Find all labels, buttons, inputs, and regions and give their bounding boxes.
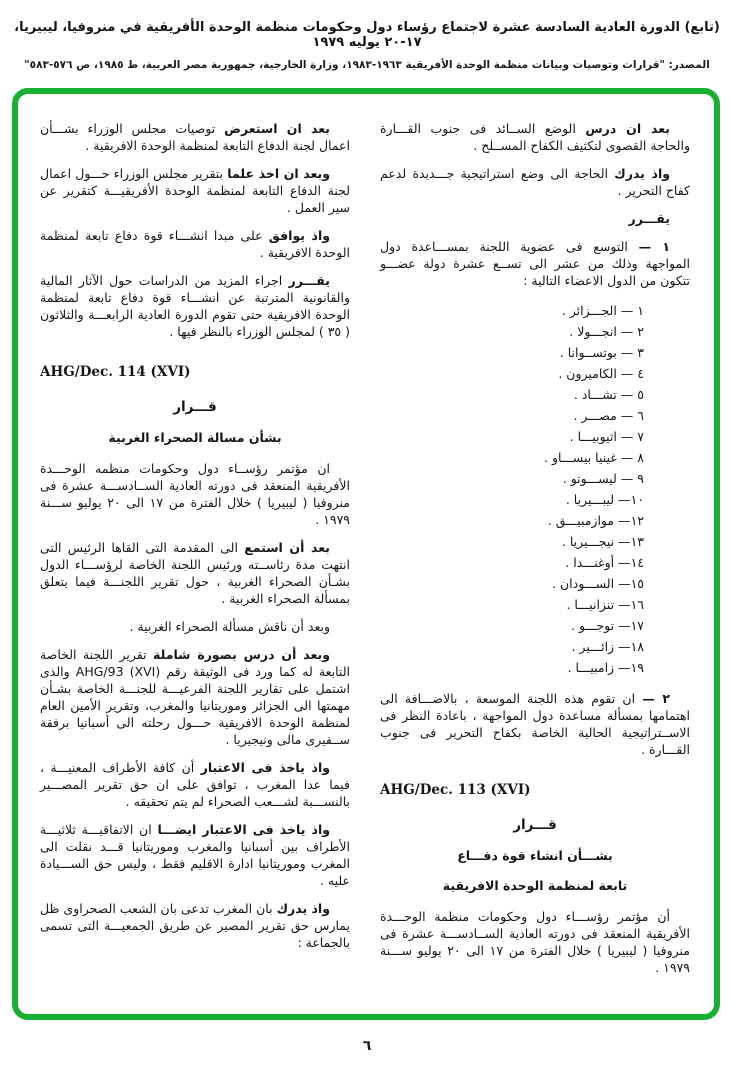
- paragraph-lead: واذ ياخذ فى الاعتبار: [200, 760, 331, 775]
- paragraph-lead: بعد أن استمع: [244, 540, 330, 555]
- paragraph-text: أن مؤتمر رؤســـاء دول وحكومات منظمة الوحـــدة الأفريقية المنعقد فى دورته العادية الســادســـة عشرة فى منروفيا ( ليبيريا ) خلال الفترة من ١٧ الى ٢٠ يوليو ســـنة ١٩٧٩ .: [380, 909, 690, 975]
- paragraph: [40, 460, 350, 528]
- member-item: ١٢— موازمبيـــق .: [547, 513, 644, 528]
- paragraph: [40, 646, 350, 748]
- decision-reference: AHG/Dec. 114 (XVI): [40, 364, 191, 380]
- member-item: ٧ — اثيوبيـــا .: [569, 429, 644, 444]
- decree-subtitle: بشـــأن انشاء قوة دفـــاع: [457, 848, 613, 863]
- decree-subtitle: تابعة لمنظمة الوحدة الافريقية: [442, 878, 628, 893]
- two-column-layout: [18, 94, 714, 1014]
- member-item: ١٦— تنزانيـــا .: [566, 597, 644, 612]
- paragraph: [40, 759, 350, 810]
- paragraph-text: الوضع الســائد فى جنوب القـــارة والحاجة القصوى لتكثيف الكفاح المســلح .: [380, 121, 690, 153]
- header-session-line: (تابع) الدورة العادية السادسة عشرة لاجتماع رؤساء دول وحكومات منظمة الوحدة الأفريقية في منروفيا، ليبيريا، ١٧-٢٠ يوليه ١٩٧٩: [14, 20, 720, 50]
- paragraph: [380, 238, 690, 289]
- paragraph-text: تقرير اللجنة الخاصة التابعة له كما ورد فى الوثيقة رقم ⁦AHG/93 (XVI)⁩ والذى اشتمل على تقارير اللجنة الفرعيـــة للجنـــة الخاصة بشـأن مهمتها الى الجزائر وموريتانيا والمغرب، وتقرير الأمين العام لمنظمة الوحدة الافريقية حـــول رحلته الى أسبانيا برفقة ســفيرى مالى ونيجيريا .: [40, 647, 350, 747]
- paragraph-lead: بعد ان استعرض: [224, 121, 330, 136]
- member-item: ٦ — مصـــر .: [573, 408, 644, 423]
- paragraph: [380, 690, 690, 758]
- member-item: ٤ — الكاميرون .: [558, 366, 644, 381]
- paragraph-lead: ٢ —: [642, 691, 670, 706]
- member-item: ١٣— نيجـــيريا .: [561, 534, 644, 549]
- paragraph: [380, 908, 690, 976]
- paragraph-text: وبعد أن ناقش مسألة الصحراء الغربية .: [129, 619, 330, 634]
- header-source-line: المصدر: "قرارات وتوصيات وبيانات منظمة الوحدة الأفريقية ١٩٦٣-١٩٨٣، وزارة الخارجية، جمهورية مصر العربية، ط ١٩٨٥، ص ٥٧٦-٥٨٣": [24, 59, 710, 71]
- member-states-list: [380, 300, 644, 678]
- paragraph: [40, 227, 350, 261]
- member-item: ٥ — تشـــاد .: [573, 387, 644, 402]
- paragraph-lead: واذ يدرك: [276, 901, 330, 916]
- paragraph: [40, 618, 350, 635]
- page-number: ٦: [362, 1038, 372, 1054]
- member-item: ١٨— زائـــير .: [571, 639, 644, 654]
- paragraph-lead: ١ —: [638, 239, 670, 254]
- paragraph-text: التوسع فى عضوية اللجنة بمســـاعدة دول المواجهة وذلك من عشر الى تســع عشرة دولة عضـــو تتكون من الدول الاعضاء التالية :: [380, 239, 690, 288]
- paragraph: [40, 120, 350, 154]
- paragraph-text: بان المغرب تدعى بان الشعب الصحراوى ظل يمارس حق تقرير المصير عن طريق الجمعيـــة التى تسمى بالجماعة :: [40, 901, 350, 950]
- member-item: ٨ — غينيا بيســـاو .: [544, 450, 644, 465]
- member-item: ٣ — بوتســوانا .: [559, 345, 644, 360]
- paragraph-lead: وبعد أن درس بصورة شاملة: [153, 647, 330, 662]
- column-left: [40, 120, 350, 1006]
- member-item: ١٤— أوغنـــدا .: [565, 555, 644, 570]
- member-item: ٩ — ليســـوتو .: [562, 471, 644, 486]
- paragraph-text: ان تقوم هذه اللجنة الموسعة ، بالاضـــافة الى اهتمامها بمسألة مساعدة دول المواجهة ، باعادة النظر فى الاســتراتيجية الحالية الخاصة بكفاح التحرير فى جنوب القـــارة .: [380, 691, 690, 757]
- member-item: ٢ — انجـــولا .: [569, 324, 644, 339]
- paragraph-text: الى المقدمة التى القاها الرئيس التى انتهت مدة رئاســته ورئيس اللجنة الخاصة لرؤســـاء الدول بشـأن الصحراء الغربية ، حول تقرير اللجنـــة فيما يتعلق بمسألة الصحراء الغربية .: [40, 540, 350, 606]
- paragraph: [380, 165, 690, 199]
- member-item: ١ — الجـــزائر .: [561, 303, 644, 318]
- decree-title: قـــرار: [513, 817, 557, 833]
- member-item: ١٠— ليبـــيريا .: [565, 492, 644, 507]
- paragraph-text: بتقرير مجلس الوزراء حـــول اعمال لجنة الدفاع التابعة لمنظمة الوحدة الأفريقيـــة كتقرير عن سير العمل .: [40, 166, 350, 215]
- paragraph: [380, 120, 690, 154]
- content-frame: [12, 88, 720, 1020]
- decree-word: يقـــرر: [628, 211, 670, 226]
- paragraph-lead: واذ يدرك: [614, 166, 671, 181]
- paragraph: [40, 272, 350, 340]
- decree-subtitle: بشأن مسالة الصحراء الغربية: [108, 430, 282, 445]
- paragraph: [40, 539, 350, 607]
- paragraph-text: أن كافة الأطراف المعنيـــة ، فيما عدا المغرب ، توافق على ان حق تقرير المصـــير بالنســـبة لشـــعب الصحراء لم يتم تحقيقه .: [40, 760, 350, 809]
- paragraph-lead: يقـــرر: [288, 273, 330, 288]
- column-right: [380, 120, 690, 1006]
- member-item: ١٧— توجـــو .: [571, 618, 644, 633]
- paragraph-text: توصيات مجلس الوزراء بشـــأن اعمال لجنة الدفاع التابعة لمنظمة الوحدة الافريقية .: [40, 121, 350, 153]
- member-item: ١٥— الســـودان .: [552, 576, 644, 591]
- decree-title: قـــرار: [173, 399, 217, 415]
- member-item: ١٩— زامبيـــا .: [567, 660, 644, 675]
- paragraph-lead: بعد ان درس: [585, 121, 670, 136]
- paragraph-text: على مبدا انشـــاء قوة دفاع تابعة لمنظمة الوحدة الافريقية .: [40, 228, 350, 260]
- paragraph-lead: واذ يوافق: [268, 228, 330, 243]
- paragraph-lead: واذ ياخذ فى الاعتبار ايضـــا: [157, 822, 331, 837]
- paragraph-text: ان مؤتمر رؤســاء دول وحكومات منظمه الوحـــدة الأفريقية المنعقد فى دورته العادية الســادســـة عشرة فى منروفيا ( ليبيريا ) خلال الفترة من ١٧ الى ٢٠ يوليو ســـنة ١٩٧٩ .: [40, 461, 350, 527]
- paragraph-text: ان الاتفاقيـــة ثلاثيـــة الأطراف بين أسبانيا والمغرب وموريتانيا قـــد نقلت الى المغرب وموريتانيا ادارة الاقليم فقط ، وليس حق الســـيادة عليه .: [40, 822, 350, 888]
- paragraph: [40, 165, 350, 216]
- decision-reference: AHG/Dec. 113 (XVI): [380, 782, 531, 798]
- paragraph-text: الحاجة الى وضع استراتيجية جـــديدة لدعم كفاح التحرير .: [380, 166, 690, 198]
- paragraph: [40, 900, 350, 951]
- paragraph: [40, 821, 350, 889]
- paragraph-text: اجراء المزيد من الدراسات حول الآثار المالية والقانونية المترتبة عن انشـــاء قوة دفاع تابعة لمنظمة الوحدة الافريقية حتى تقوم الدورة العادية الرابعـــة والثلاثون ( ٣٥ ) لمجلس الوزراء بالنظر فيها .: [40, 273, 350, 339]
- page-header: [0, 20, 734, 71]
- paragraph-lead: وبعد ان اخذ علما: [227, 166, 331, 181]
